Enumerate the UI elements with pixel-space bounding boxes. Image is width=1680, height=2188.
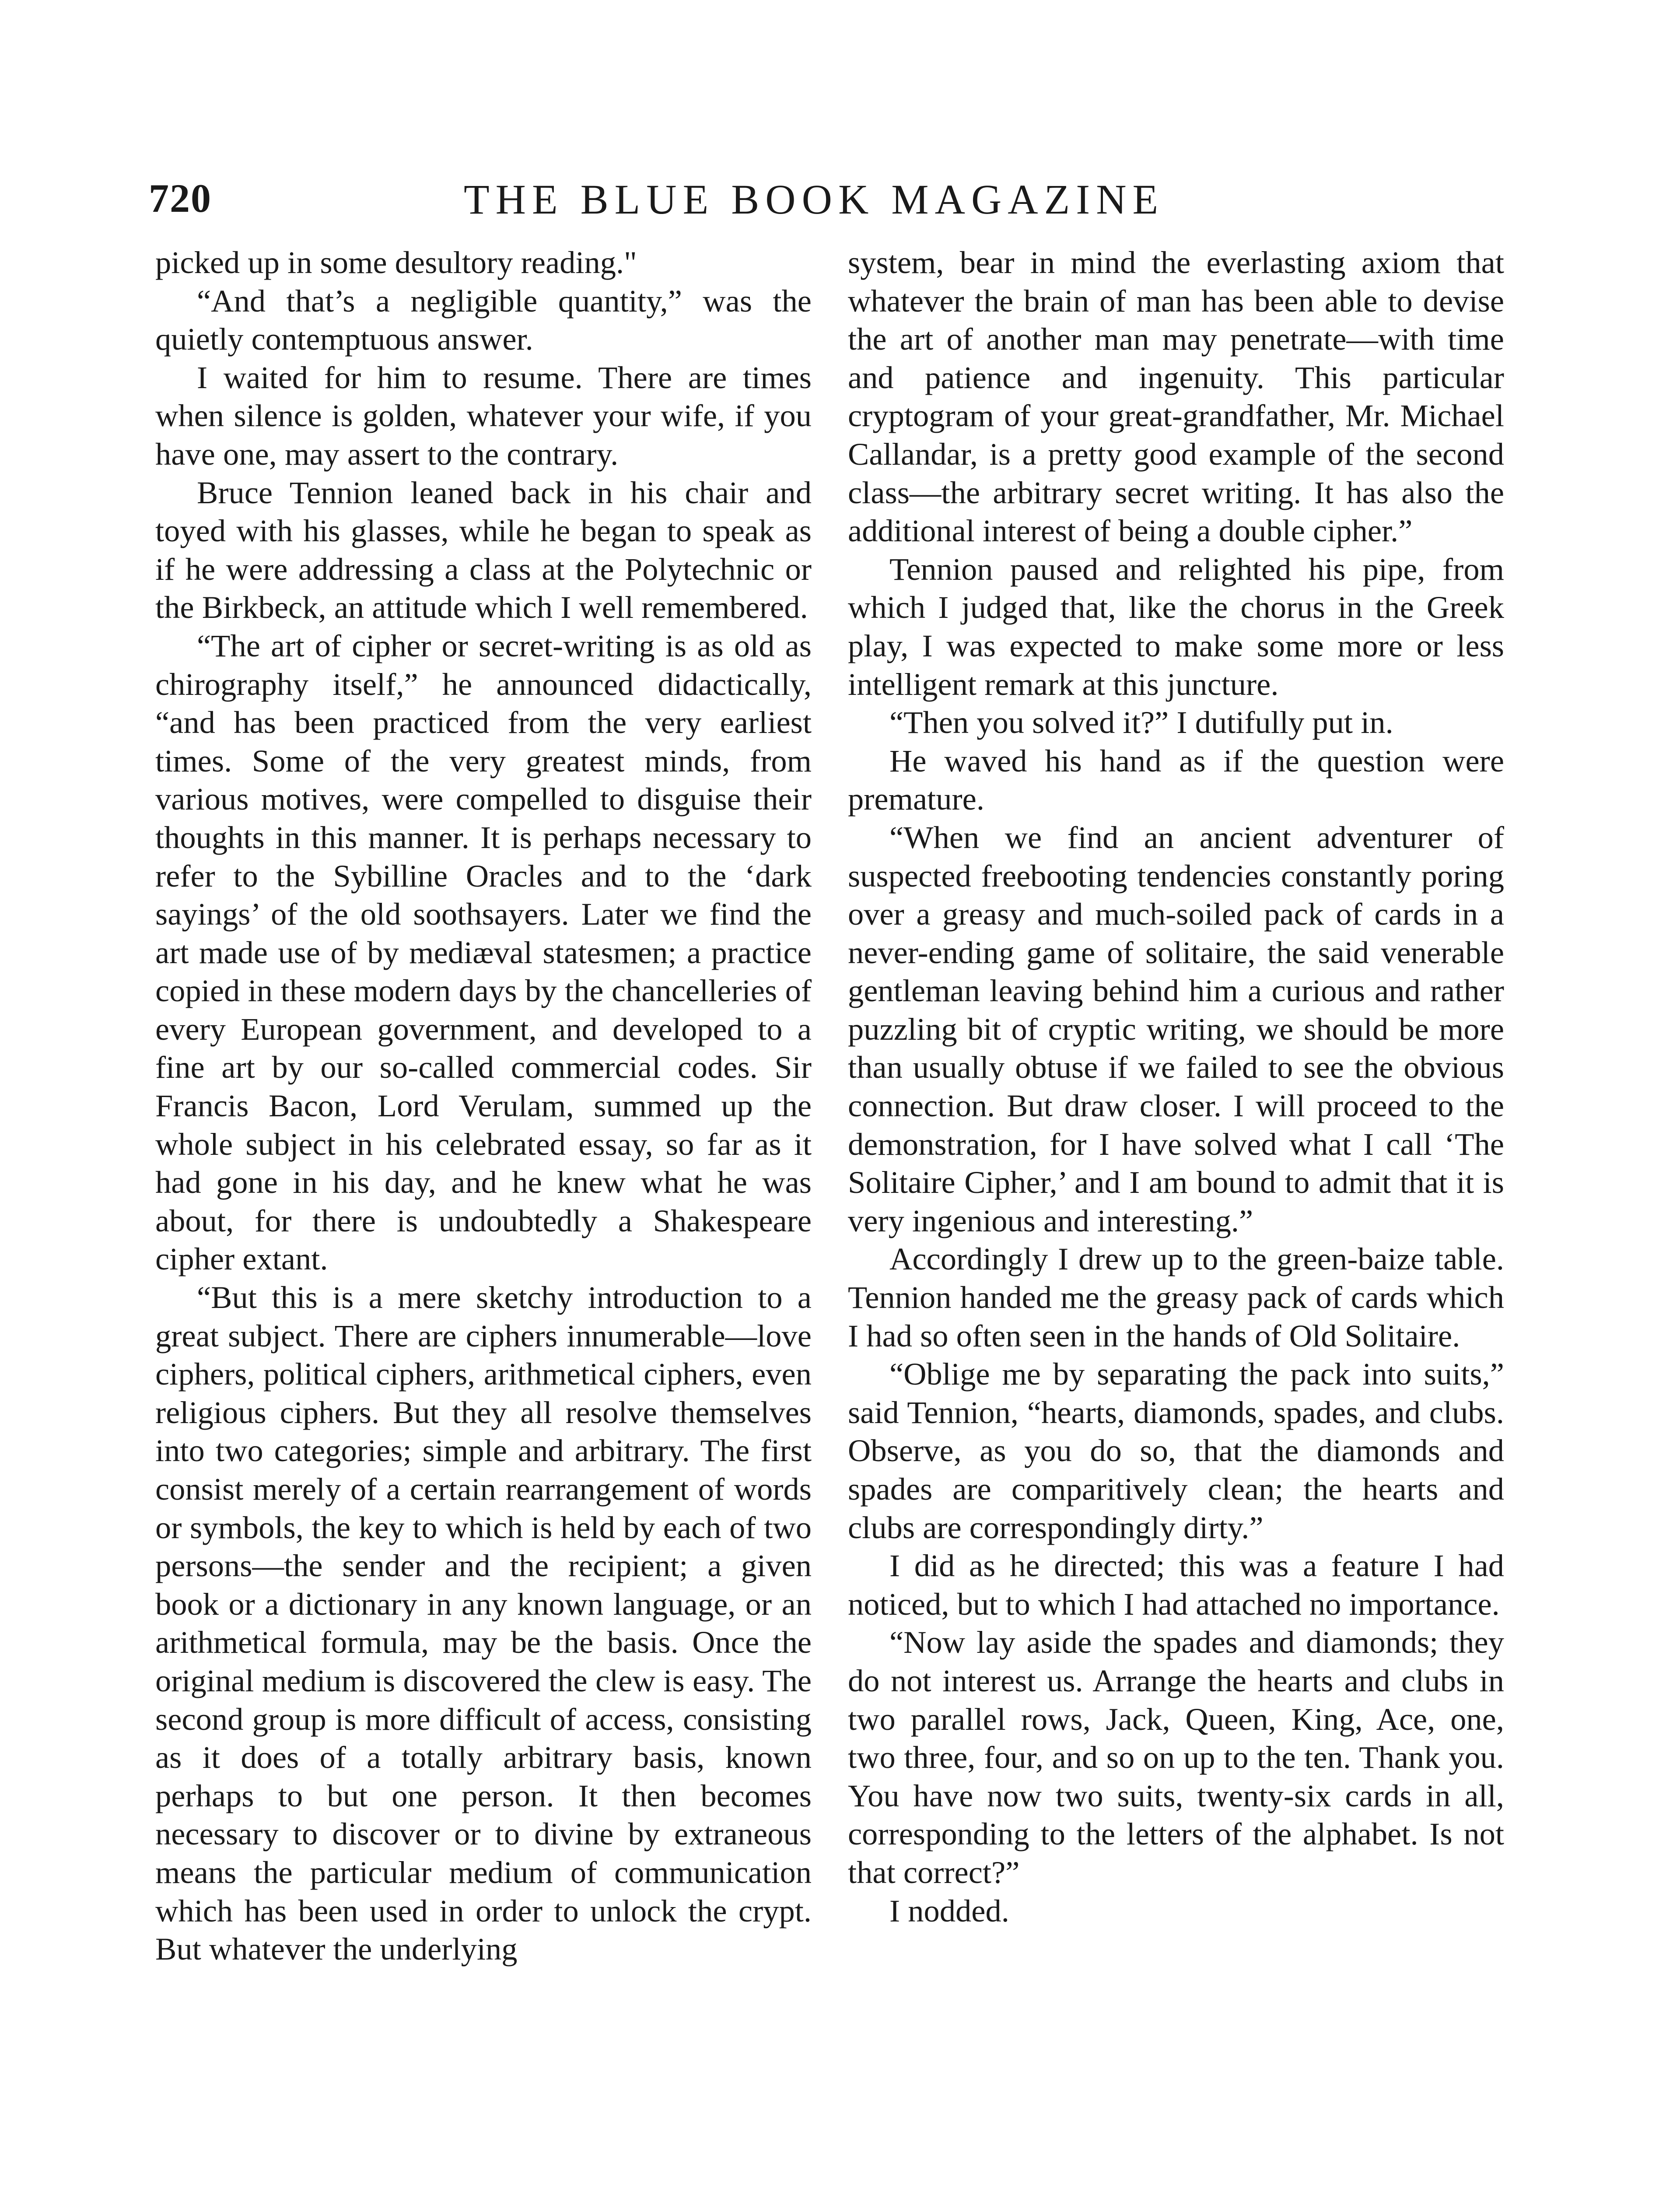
paragraph: He waved his hand as if the question were premature.	[848, 743, 1504, 817]
paragraph: picked up in some desultory reading."	[155, 245, 637, 280]
paragraph: “Now lay aside the spades and diamonds; they do not interest us. Arrange the hearts and clubs in two parallel rows, Jack, Queen, King, Ace, one, two three, four, and so on up to the ten. Thank you. You have now two suits, twenty-six cards in all, corresponding to the letters of the alphabet. Is not that correct?”	[848, 1624, 1504, 1890]
page-number: 720	[149, 176, 212, 221]
paragraph: Bruce Tennion leaned back in his chair and toyed with his glasses, while he began to speak as if he were addressing a class at the Polytechnic or the Birkbeck, an attitude which I well remembered.	[155, 474, 812, 625]
paragraph: I waited for him to resume. There are times when silence is golden, whatever your wife, if you have one, may assert to the contrary.	[155, 359, 812, 472]
right-column	[848, 243, 1504, 1930]
paragraph: Accordingly I drew up to the green-baize table. Tennion handed me the greasy pack of cards which I had so often seen in the hands of Old Solitaire.	[848, 1241, 1504, 1353]
paragraph: “But this is a mere sketchy introduction to a great subject. There are ciphers innumerable—love ciphers, political ciphers, arithmetical ciphers, even religious ciphers. But they all resolve themselves into two categories; simple and arbitrary. The first consist merely of a certain rearrangement of words or symbols, the key to which is held by each of two persons—the sender and the recipient; a given book or a dictionary in any known language, or an arithmetical formula, may be the basis. Once the original medium is discovered the clew is easy. The second group is more difficult of access, consisting as it does of a totally arbitrary basis, known perhaps to but one person. It then becomes necessary to discover or to divine by extraneous means the particular medium of communication which has been used in order to unlock the crypt. But whatever the underlying	[155, 1280, 812, 1967]
paragraph: system, bear in mind the everlasting axiom that whatever the brain of man has been able to devise the art of another man may penetrate—with time and patience and ingenuity. This particular cryptogram of your great-grandfather, Mr. Michael Callandar, is a pretty good example of the second class—the arbitrary secret writing. It has also the additional interest of being a double cipher.”	[848, 245, 1504, 549]
left-column	[155, 243, 812, 1968]
paragraph: I did as he directed; this was a feature I had noticed, but to which I had attached no importance.	[848, 1548, 1504, 1622]
page-header	[149, 175, 1518, 232]
running-title: THE BLUE BOOK MAGAZINE	[464, 176, 1165, 223]
paragraph: “Oblige me by separating the pack into suits,” said Tennion, “hearts, diamonds, spades, and clubs. Observe, as you do so, that the diamonds and spades are comparitively clean; the hearts and clubs are correspondingly dirty.”	[848, 1356, 1504, 1545]
paragraph: Tennion paused and relighted his pipe, from which I judged that, like the chorus in the Greek play, I was expected to make some more or less intelligent remark at this juncture.	[848, 551, 1504, 702]
paragraph: “When we find an ancient adventurer of suspected freebooting tendencies constantly poring over a greasy and much-soiled pack of cards in a never-ending game of solitaire, the said venerable gentleman leaving behind him a curious and rather puzzling bit of cryptic writing, we should be more than usually obtuse if we failed to see the obvious connection. But draw closer. I will proceed to the demonstration, for I have solved what I call ‘The Solitaire Cipher,’ and I am bound to admit that it is very ingenious and interesting.”	[848, 819, 1504, 1238]
paragraph: “And that’s a negligible quantity,” was the quietly contemptuous answer.	[155, 283, 812, 357]
paragraph: “The art of cipher or secret-writing is as old as chirography itself,” he announced didactically, “and has been practiced from the very earliest times. Some of the very greatest minds, from various motives, were compelled to disguise their thoughts in this manner. It is perhaps necessary to refer to the Sybilline Oracles and to the ‘dark sayings’ of the old soothsayers. Later we find the art made use of by mediæval statesmen; a practice copied in these modern days by the chancelleries of every European government, and developed to a fine art by our so-called commercial codes. Sir Francis Bacon, Lord Verulam, summed up the whole subject in his celebrated essay, so far as it had gone in his day, and he knew what he was about, for there is undoubtedly a Shakespeare cipher extant.	[155, 628, 812, 1277]
paragraph: I nodded.	[889, 1893, 1009, 1929]
paragraph: “Then you solved it?” I dutifully put in.	[889, 705, 1393, 740]
